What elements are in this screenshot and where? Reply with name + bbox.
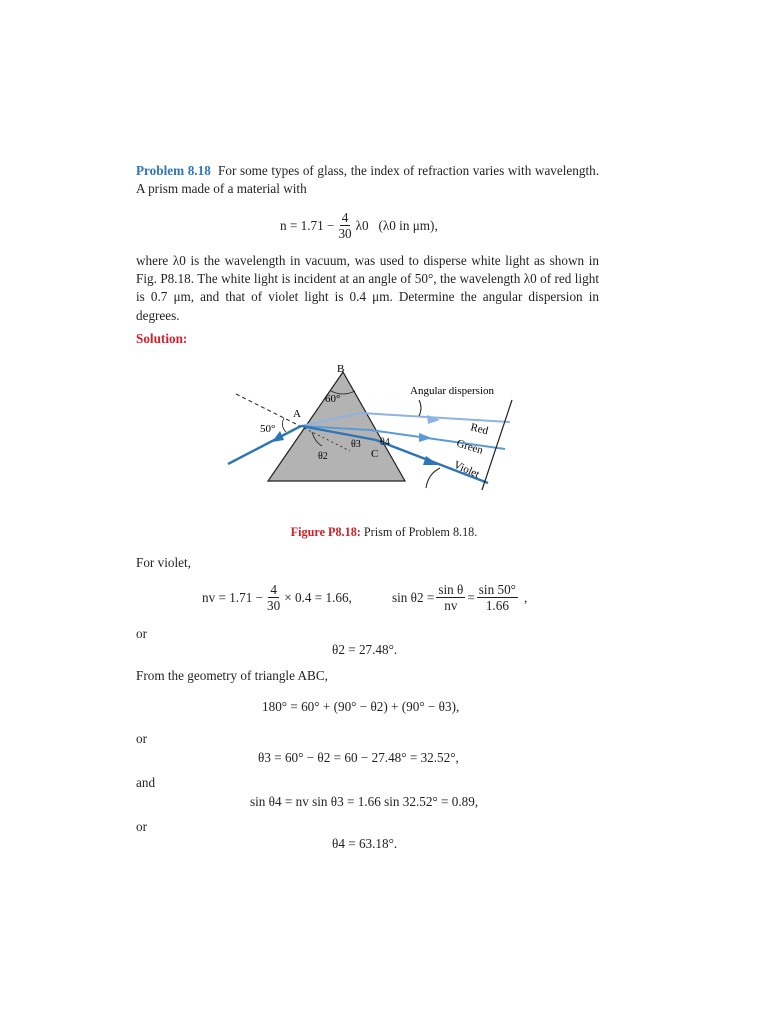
theta4-result: θ4 = 63.18°. (332, 836, 398, 851)
sin-eq-mid: = (467, 589, 475, 605)
violet-ray-label: Violet (451, 458, 482, 481)
theta3-result: θ3 = 60° − θ2 = 60 − 27.48° = 32.52°, (258, 750, 459, 765)
dispersion-arrow-top (419, 400, 421, 416)
index-eq-lhs: n = 1.71 − (280, 217, 335, 233)
and-text: and (136, 775, 156, 790)
geometry-text: From the geometry of triangle ABC, (136, 668, 328, 683)
nv-eq-fraction (265, 582, 282, 613)
sin-theta2-equation (392, 582, 527, 613)
incidence-angle-label: 50° (260, 423, 276, 435)
problem-text-2: where λ0 is the wavelength in vacuum, was used to disperse white light as shown in Fig. P8.18. The white light is incident at an angle of 50°, the wavelength λ0 of red light is 0.7 μm, and that of violet light is 0.4 μm. Determine the angular dispersion in degrees. (136, 253, 599, 323)
prism-triangle (268, 372, 405, 481)
or-text-3: or (136, 819, 147, 834)
sin-eq-end: , (523, 589, 528, 605)
or-text-1: or (136, 626, 147, 641)
figure-caption (0, 525, 768, 540)
sin-eq-fraction-1 (436, 582, 465, 613)
index-eq-fraction (336, 210, 353, 241)
theta4-label: θ4 (380, 437, 390, 448)
index-eq-num: 4 (341, 210, 349, 225)
problem-statement (136, 162, 599, 198)
prism-figure (220, 360, 520, 520)
sin-eq-den-1: nv (444, 598, 458, 613)
theta2-label: θ2 (318, 451, 328, 462)
dispersion-arrow-bottom (426, 468, 440, 488)
green-ray-label: Green (455, 437, 485, 457)
vertex-a-label: A (293, 408, 301, 420)
index-eq-rhs: λ0 (λ0 in μm), (355, 217, 438, 233)
sin-eq-num-2: sin 50° (478, 582, 516, 597)
nv-eq-num: 4 (270, 582, 277, 597)
apex-angle-label: 60° (325, 393, 341, 405)
index-equation (280, 210, 438, 241)
sin-theta4-equation: sin θ4 = nv sin θ3 = 1.66 sin 32.52° = 0.89, (250, 794, 479, 809)
nv-eq-den: 30 (267, 598, 281, 613)
theta3-label: θ3 (351, 439, 361, 450)
red-ray-arrow (427, 415, 440, 424)
normal-line (236, 394, 300, 426)
red-ray-label: Red (469, 421, 490, 438)
sin-eq-num-1: sin θ (438, 582, 464, 597)
problem-label: Problem 8.18 (136, 163, 211, 178)
nv-eq-lhs: nv = 1.71 − (202, 589, 264, 605)
green-ray-arrow (419, 433, 432, 442)
vertex-c-label: C (371, 448, 379, 460)
theta2-result: θ2 = 27.48°. (332, 642, 398, 657)
violet-ray-arrow (423, 456, 439, 465)
nv-eq-rhs: × 0.4 = 1.66, (284, 589, 352, 605)
incidence-angle-arc (282, 418, 286, 432)
problem-text-1: For some types of glass, the index of refraction varies with wavelength. A prism made of a material with (136, 163, 600, 197)
sin-eq-lhs: sin θ2 = (392, 589, 435, 605)
screen-line (482, 400, 512, 490)
figure-caption-label: Figure P8.18: (290, 525, 361, 539)
triangle-equation: 180° = 60° + (90° − θ2) + (90° − θ3), (262, 699, 460, 714)
vertex-b-label: B (337, 363, 345, 375)
figure-caption-text: Prism of Problem 8.18. (363, 525, 478, 539)
or-text-2: or (136, 731, 147, 746)
nv-equation (202, 582, 352, 613)
solution-label: Solution: (136, 331, 188, 346)
angular-dispersion-label: Angular dispersion (410, 385, 495, 397)
sin-eq-den-2: 1.66 (485, 598, 509, 613)
sin-eq-fraction-2 (477, 582, 518, 613)
for-violet-text: For violet, (136, 555, 191, 570)
index-eq-den: 30 (338, 226, 352, 241)
